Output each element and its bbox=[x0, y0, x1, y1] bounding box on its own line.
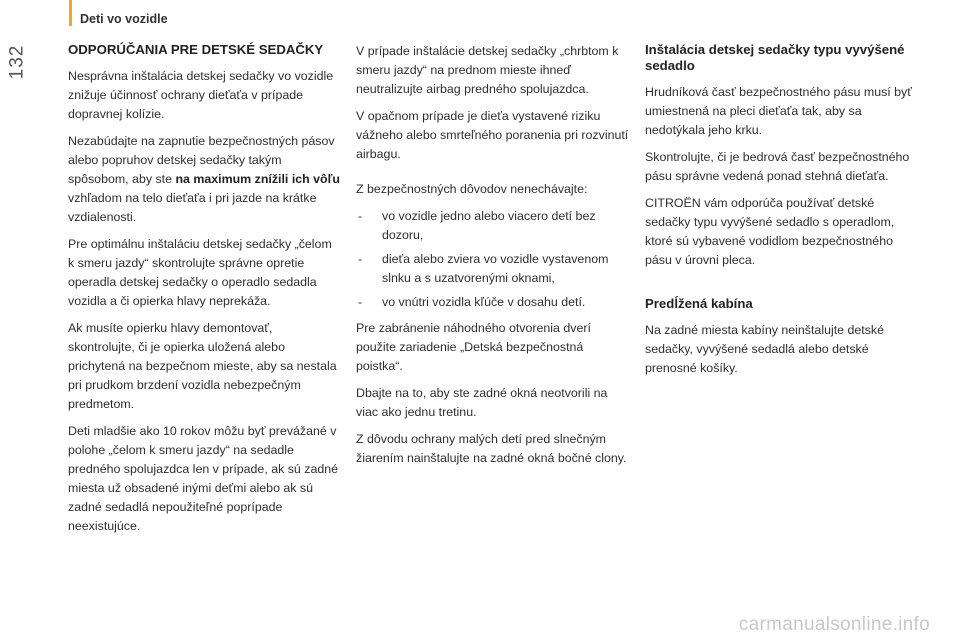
paragraph: Deti mladšie ako 10 rokov môžu byť prevážané v polohe „čelom k smeru jazdy“ na sedadle predného spolujazdca len v prípade, ak sú zadné miesta už obsadené inými deťmi alebo ak sú zadné sedadlá nepoužiteľné poprípade neexistujúce. bbox=[68, 424, 339, 533]
paragraph: Z bezpečnostných dôvodov nenechávajte: bbox=[356, 182, 588, 196]
column-middle bbox=[356, 42, 632, 476]
chapter-title: Deti vo vozidle bbox=[80, 12, 168, 26]
paragraph: V prípade inštalácie detskej sedačky „chrbtom k smeru jazdy“ na prednom mieste ihneď neutralizujte airbag predného spolujazdca. bbox=[356, 44, 619, 96]
paragraph: Skontrolujte, či je bedrová časť bezpečnostného pásu správne vedená ponad stehná dieťaťa. bbox=[645, 150, 910, 183]
list-item: - dieťa alebo zviera vo vozidle vystavenom slnku a s uzatvorenými oknami, bbox=[356, 250, 632, 288]
paragraph: Dbajte na to, aby ste zadné okná neotvorili na viac ako jednu tretinu. bbox=[356, 386, 608, 419]
paragraph: Nesprávna inštalácia detskej sedačky vo vozidle znižuje účinnosť ochrany dieťaťa v prípade dopravnej kolízie. bbox=[68, 69, 334, 121]
watermark: carmanualsonline.info bbox=[738, 614, 930, 635]
column-left bbox=[68, 42, 340, 544]
column-right bbox=[645, 42, 920, 386]
text-run: vzhľadom na telo dieťaťa i pri jazde na krátke vzdialenosti. bbox=[68, 191, 317, 224]
paragraph: Na zadné miesta kabíny neinštalujte detské sedačky, vyvýšené sedadlá alebo detské prenosné košíky. bbox=[645, 323, 885, 375]
section-title-booster: Inštalácia detskej sedačky typu vyvýšené sedadlo bbox=[645, 42, 905, 73]
paragraph: V opačnom prípade je dieťa vystavené riziku vážneho alebo smrteľného poranenia pri rozvinutí airbagu. bbox=[356, 109, 629, 161]
section-title-extended-cab: Predĺžená kabína bbox=[645, 296, 753, 311]
accent-bar bbox=[69, 0, 72, 26]
paragraph: Ak musíte opierku hlavy demontovať, skontrolujte, či je opierka uložená alebo prichytená na bezpečnom mieste, aby sa nestala pri prudkom brzdení vozidla nebezpečným predmetom. bbox=[68, 321, 337, 411]
page-number-text: 132 bbox=[6, 44, 28, 80]
safety-list bbox=[356, 207, 632, 312]
text-run: Nezabúdajte na zapnutie bezpečnostných pásov alebo popruhov detskej sedačky takým spôsobom, aby ste bbox=[68, 134, 335, 186]
paragraph: Pre zabránenie náhodného otvorenia dverí použite zariadenie „Detská bezpečnostná poistka“. bbox=[356, 321, 591, 373]
list-item: - vo vozidle jedno alebo viacero detí bez dozoru, bbox=[356, 207, 632, 245]
page-number bbox=[2, 40, 32, 84]
paragraph: Pre optimálnu inštaláciu detskej sedačky „čelom k smeru jazdy“ skontrolujte správne opretie operadla detskej sedačky o operadlo sedadla vozidla a či opierka hlavy neprekáža. bbox=[68, 237, 332, 308]
section-title-recommendations: ODPORÚČANIA PRE DETSKÉ SEDAČKY bbox=[68, 42, 324, 57]
paragraph-belts bbox=[68, 132, 340, 227]
paragraph: CITROËN vám odporúča používať detské sedačky typu vyvýšené sedadlo s operadlom, ktoré sú vybavené vodidlom bezpečnostného pásu v úrovni pleca. bbox=[645, 196, 895, 267]
bold-text: na maximum znížili ich vôľu bbox=[175, 172, 340, 186]
list-item: - vo vnútri vozidla kľúče v dosahu detí. bbox=[356, 293, 632, 312]
paragraph: Z dôvodu ochrany malých detí pred slnečným žiarením nainštalujte na zadné okná bočné clony. bbox=[356, 432, 627, 465]
paragraph: Hrudníková časť bezpečnostného pásu musí byť umiestnená na pleci dieťaťa tak, aby sa nedotýkala jeho krku. bbox=[645, 85, 912, 137]
